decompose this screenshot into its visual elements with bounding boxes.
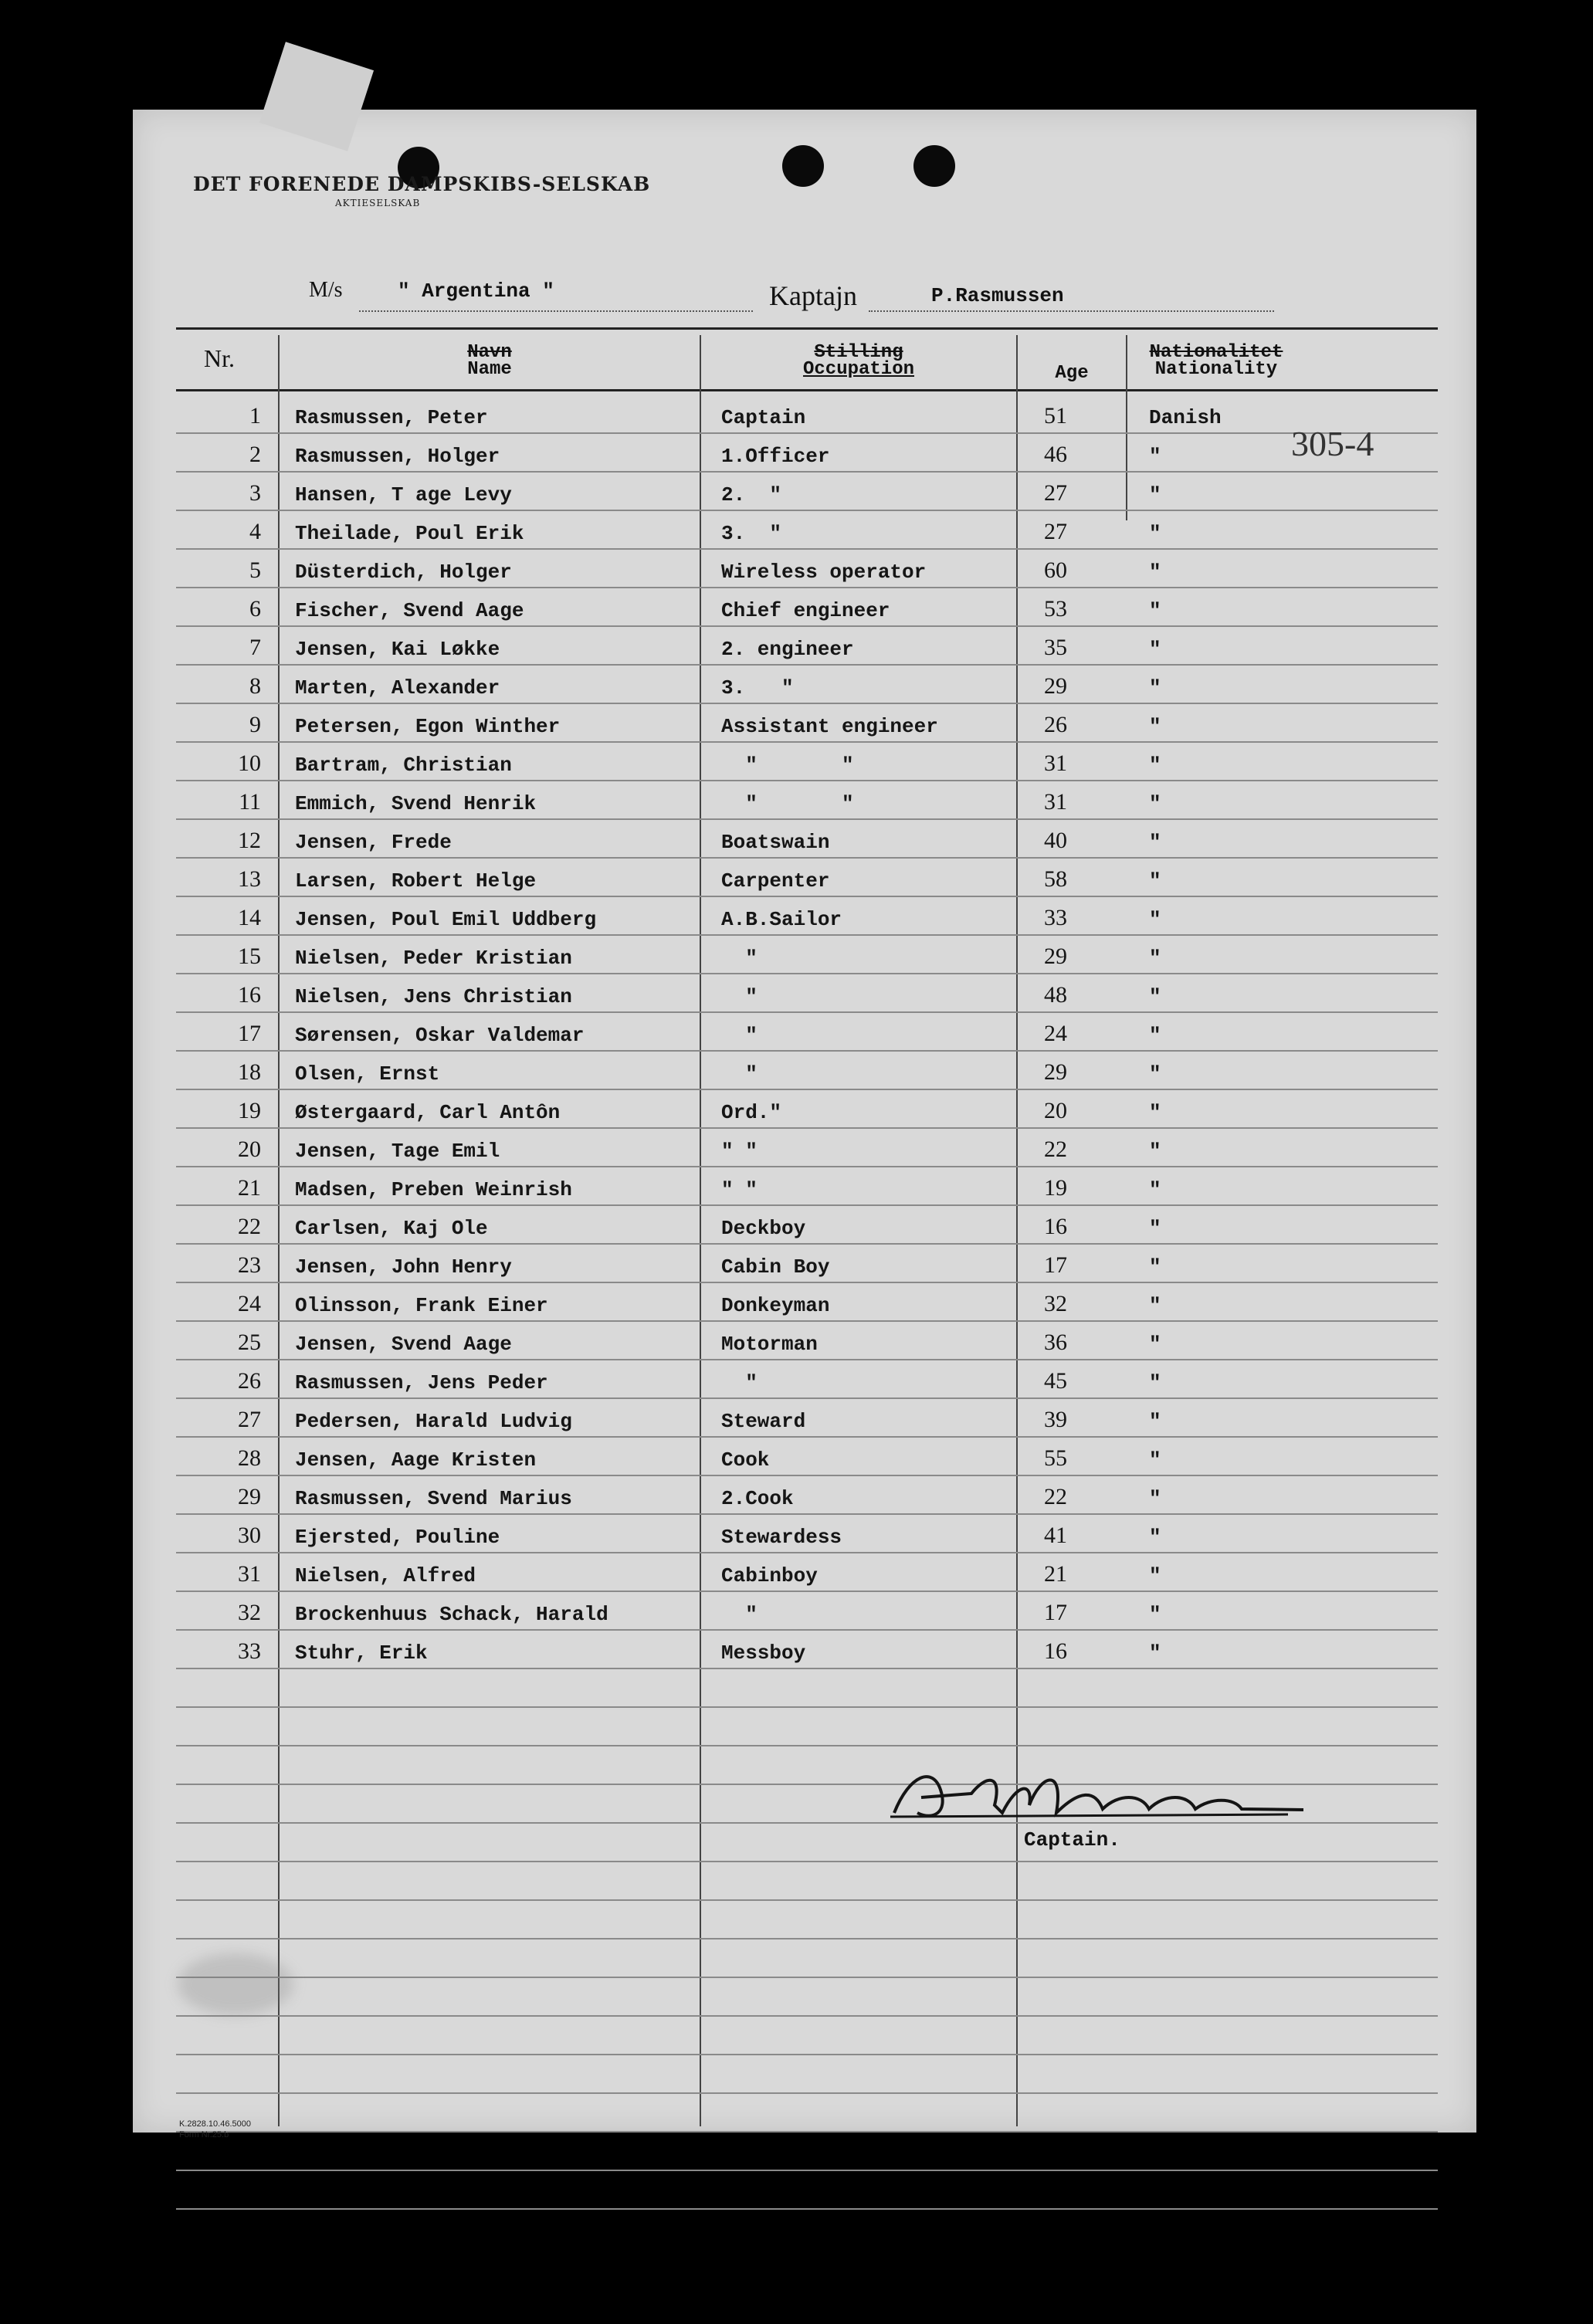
crew-name: Bartram, Christian	[295, 754, 512, 777]
crew-name: Rasmussen, Jens Peder	[295, 1371, 548, 1394]
table-row	[176, 1282, 1438, 1322]
crew-name: Olsen, Ernst	[295, 1062, 440, 1086]
ship-prefix: M/s	[309, 278, 343, 302]
punch-hole	[782, 145, 824, 187]
crew-occupation: "	[721, 1603, 758, 1626]
header-occupation-block	[701, 344, 1016, 378]
signature-label: Captain.	[1024, 1828, 1120, 1851]
crew-nationality: "	[1149, 1448, 1161, 1472]
crew-name: Rasmussen, Svend Marius	[295, 1487, 572, 1510]
row-number: 9	[249, 712, 261, 737]
crew-name: Brockenhuus Schack, Harald	[295, 1603, 608, 1626]
crew-occupation: Cook	[721, 1448, 770, 1472]
crew-age: 17	[1044, 1600, 1067, 1625]
crew-name: Emmich, Svend Henrik	[295, 792, 537, 815]
empty-row	[176, 2054, 1438, 2094]
crew-occupation: 3. "	[721, 676, 794, 700]
table-row	[176, 1475, 1438, 1515]
row-number: 21	[238, 1175, 261, 1201]
crew-nationality: "	[1149, 1062, 1161, 1086]
header-nationality-crossed: Nationalitet	[1149, 342, 1283, 363]
crew-occupation: "	[721, 947, 758, 970]
row-number: 32	[238, 1600, 261, 1625]
crew-age: 29	[1044, 1059, 1067, 1085]
crew-occupation: Messboy	[721, 1641, 806, 1665]
ship-name: " Argentina "	[398, 279, 554, 303]
crew-name: Madsen, Preben Weinrish	[295, 1178, 572, 1201]
table-row	[176, 1127, 1438, 1167]
row-number: 24	[238, 1291, 261, 1316]
crew-age: 41	[1044, 1523, 1067, 1548]
crew-name: Nielsen, Alfred	[295, 1564, 476, 1587]
crew-name: Nielsen, Jens Christian	[295, 985, 572, 1008]
crew-occupation: 1.Officer	[721, 445, 830, 468]
crew-name: Ejersted, Pouline	[295, 1526, 500, 1549]
crew-name: Rasmussen, Holger	[295, 445, 500, 468]
table-row	[176, 1397, 1438, 1438]
crew-name: Theilade, Poul Erik	[295, 522, 524, 545]
crew-occupation: Stewardess	[721, 1526, 842, 1549]
crew-nationality: "	[1149, 754, 1161, 777]
crew-nationality: "	[1149, 1217, 1161, 1240]
crew-name: Østergaard, Carl Antôn	[295, 1101, 561, 1124]
crew-nationality: "	[1149, 1526, 1161, 1549]
crew-nationality: "	[1149, 676, 1161, 700]
header-name-old	[280, 344, 700, 378]
table-row	[176, 432, 1438, 473]
row-number: 12	[238, 828, 261, 853]
crew-occupation: 2.Cook	[721, 1487, 794, 1510]
crew-name: Jensen, Kai Løkke	[295, 638, 500, 661]
crew-age: 45	[1044, 1368, 1067, 1394]
crew-occupation: Cabinboy	[721, 1564, 818, 1587]
empty-row	[176, 1706, 1438, 1746]
table-row	[176, 1011, 1438, 1052]
row-number: 14	[238, 905, 261, 930]
table-row	[176, 587, 1438, 627]
captain-label: Kaptajn	[769, 280, 857, 311]
row-number: 28	[238, 1445, 261, 1471]
row-number: 11	[239, 789, 261, 815]
crew-age: 22	[1044, 1484, 1067, 1509]
table-header-rule	[176, 389, 1438, 391]
crew-nationality: "	[1149, 522, 1161, 545]
crew-occupation: Chief engineer	[721, 599, 890, 622]
crew-occupation: Donkeyman	[721, 1294, 830, 1317]
crew-age: 35	[1044, 635, 1067, 660]
captain-name: P.Rasmussen	[931, 284, 1064, 307]
crew-occupation: Steward	[721, 1410, 806, 1433]
crew-age: 48	[1044, 982, 1067, 1008]
crew-nationality: "	[1149, 1178, 1161, 1201]
empty-row	[176, 2131, 1438, 2171]
crew-occupation: 3. "	[721, 522, 782, 545]
row-number: 17	[238, 1021, 261, 1046]
crew-occupation: Wireless operator	[721, 561, 927, 584]
crew-age: 51	[1044, 403, 1067, 429]
crew-name: Hansen, T age Levy	[295, 483, 512, 506]
crew-nationality: "	[1149, 1140, 1161, 1163]
crew-occupation: Carpenter	[721, 869, 830, 893]
crew-occupation: Cabin Boy	[721, 1255, 830, 1279]
row-number: 3	[249, 480, 261, 506]
crew-age: 31	[1044, 750, 1067, 776]
crew-age: 19	[1044, 1175, 1067, 1201]
crew-nationality: "	[1149, 869, 1161, 893]
row-number: 27	[238, 1407, 261, 1432]
table-row	[176, 1436, 1438, 1476]
form-code	[179, 2119, 251, 2140]
table-row	[176, 1050, 1438, 1090]
table-row	[176, 548, 1438, 588]
crew-nationality: "	[1149, 792, 1161, 815]
crew-age: 31	[1044, 789, 1067, 815]
crew-occupation: Captain	[721, 406, 806, 429]
row-number: 25	[238, 1330, 261, 1355]
empty-row	[176, 2092, 1438, 2133]
crew-nationality: "	[1149, 1564, 1161, 1587]
crew-nationality: "	[1149, 985, 1161, 1008]
crew-age: 20	[1044, 1098, 1067, 1123]
row-number: 13	[238, 866, 261, 892]
row-number: 22	[238, 1214, 261, 1239]
row-number: 7	[249, 635, 261, 660]
crew-name: Fischer, Svend Aage	[295, 599, 524, 622]
table-row	[176, 1166, 1438, 1206]
table-row	[176, 1591, 1438, 1631]
company-subtitle: AKTIESELSKAB	[335, 198, 421, 208]
empty-row	[176, 1899, 1438, 1939]
crew-occupation: "	[721, 1024, 758, 1047]
empty-row	[176, 1861, 1438, 1901]
crew-occupation: Deckboy	[721, 1217, 806, 1240]
crew-age: 32	[1044, 1291, 1067, 1316]
crew-age: 24	[1044, 1021, 1067, 1046]
row-number: 26	[238, 1368, 261, 1394]
row-number: 30	[238, 1523, 261, 1548]
empty-row	[176, 1938, 1438, 1978]
crew-occupation: "	[721, 1371, 758, 1394]
crew-occupation: Ord."	[721, 1101, 782, 1124]
crew-name: Jensen, Svend Aage	[295, 1333, 512, 1356]
row-number: 5	[249, 557, 261, 583]
table-row	[176, 1552, 1438, 1592]
crew-age: 27	[1044, 480, 1067, 506]
crew-nationality: "	[1149, 1641, 1161, 1665]
form-code-line: K.2828.10.46.5000	[179, 2119, 251, 2129]
header-occupation: Occupation	[802, 359, 915, 380]
crew-occupation: 2. "	[721, 483, 782, 506]
crew-name: Nielsen, Peder Kristian	[295, 947, 572, 970]
punch-hole	[913, 145, 955, 187]
crew-name: Carlsen, Kaj Ole	[295, 1217, 488, 1240]
reference-number: 305-4	[1291, 424, 1374, 463]
crew-age: 29	[1044, 943, 1067, 969]
crew-age: 16	[1044, 1638, 1067, 1664]
crew-nationality: "	[1149, 1333, 1161, 1356]
empty-row	[176, 2015, 1438, 2055]
crew-occupation: Assistant engineer	[721, 715, 938, 738]
header-name-crossed: Navn	[467, 342, 512, 363]
crew-age: 16	[1044, 1214, 1067, 1239]
table-row	[176, 973, 1438, 1013]
crew-nationality: "	[1149, 1487, 1161, 1510]
table-row	[176, 625, 1438, 666]
crew-nationality: "	[1149, 831, 1161, 854]
crew-name: Stuhr, Erik	[295, 1641, 428, 1665]
crew-age: 26	[1044, 712, 1067, 737]
crew-name: Pedersen, Harald Ludvig	[295, 1410, 572, 1433]
row-number: 29	[238, 1484, 261, 1509]
crew-age: 21	[1044, 1561, 1067, 1587]
crew-nationality: "	[1149, 561, 1161, 584]
crew-occupation: 2. engineer	[721, 638, 854, 661]
crew-age: 29	[1044, 673, 1067, 699]
crew-nationality: "	[1149, 445, 1161, 468]
crew-occupation: Motorman	[721, 1333, 818, 1356]
row-number: 15	[238, 943, 261, 969]
table-row	[176, 1089, 1438, 1129]
crew-name: Jensen, Aage Kristen	[295, 1448, 537, 1472]
crew-nationality: "	[1149, 1255, 1161, 1279]
row-number: 2	[249, 442, 261, 467]
empty-row	[176, 2170, 1438, 2210]
crew-age: 33	[1044, 905, 1067, 930]
crew-nationality: "	[1149, 1371, 1161, 1394]
crew-age: 39	[1044, 1407, 1067, 1432]
table-row	[176, 510, 1438, 550]
row-number: 20	[238, 1137, 261, 1162]
crew-occupation: Boatswain	[721, 831, 830, 854]
crew-age: 27	[1044, 519, 1067, 544]
crew-nationality: Danish	[1149, 406, 1222, 429]
crew-name: Olinsson, Frank Einer	[295, 1294, 548, 1317]
table-row	[176, 394, 1438, 434]
empty-row	[176, 1977, 1438, 2017]
crew-age: 40	[1044, 828, 1067, 853]
empty-row	[176, 1668, 1438, 1708]
form-code-line: Form Nr.25.b	[179, 2130, 229, 2139]
crew-name: Petersen, Egon Winther	[295, 715, 561, 738]
row-number: 10	[238, 750, 261, 776]
crew-age: 22	[1044, 1137, 1067, 1162]
row-number: 6	[249, 596, 261, 622]
crew-occupation: "	[721, 1062, 758, 1086]
crew-nationality: "	[1149, 947, 1161, 970]
crew-nationality: "	[1149, 1294, 1161, 1317]
header-name: Name	[467, 359, 512, 380]
row-number: 33	[238, 1638, 261, 1664]
row-number: 1	[249, 403, 261, 429]
table-row	[176, 1320, 1438, 1360]
row-number: 16	[238, 982, 261, 1008]
crew-nationality: "	[1149, 1024, 1161, 1047]
crew-name: Sørensen, Oskar Valdemar	[295, 1024, 585, 1047]
crew-age: 58	[1044, 866, 1067, 892]
table-row	[176, 934, 1438, 974]
row-number: 23	[238, 1252, 261, 1278]
captain-name-line	[869, 310, 1274, 312]
header-nationality-block	[1127, 344, 1305, 378]
table-row	[176, 818, 1438, 859]
crew-age: 55	[1044, 1445, 1067, 1471]
crew-age: 53	[1044, 596, 1067, 622]
crew-nationality: "	[1149, 1603, 1161, 1626]
table-row	[176, 780, 1438, 820]
table-row	[176, 1629, 1438, 1669]
crew-name: Düsterdich, Holger	[295, 561, 512, 584]
table-row	[176, 1359, 1438, 1399]
crew-nationality: "	[1149, 908, 1161, 931]
crew-age: 36	[1044, 1330, 1067, 1355]
row-number: 19	[238, 1098, 261, 1123]
header-age: Age	[1055, 363, 1089, 384]
table-row	[176, 741, 1438, 781]
table-row	[176, 664, 1438, 704]
crew-name: Larsen, Robert Helge	[295, 869, 537, 893]
row-number: 31	[238, 1561, 261, 1587]
crew-nationality: "	[1149, 1101, 1161, 1124]
crew-occupation: "	[721, 985, 758, 1008]
captain-signature	[886, 1759, 1319, 1828]
table-row	[176, 471, 1438, 511]
crew-age: 60	[1044, 557, 1067, 583]
crew-nationality: "	[1149, 483, 1161, 506]
table-top-rule	[176, 327, 1438, 330]
crew-occupation: A.B.Sailor	[721, 908, 842, 931]
crew-name: Jensen, Tage Emil	[295, 1140, 500, 1163]
crew-nationality: "	[1149, 638, 1161, 661]
crew-name: Marten, Alexander	[295, 676, 500, 700]
table-row	[176, 703, 1438, 743]
crew-name: Jensen, Frede	[295, 831, 452, 854]
crew-name: Jensen, John Henry	[295, 1255, 512, 1279]
row-number: 8	[249, 673, 261, 699]
crew-occupation: " "	[721, 1140, 758, 1163]
header-occupation-crossed: Stilling	[814, 342, 903, 363]
crew-occupation: " "	[721, 792, 854, 815]
table-row	[176, 896, 1438, 936]
table-row	[176, 1513, 1438, 1553]
crew-nationality: "	[1149, 599, 1161, 622]
crew-nationality: "	[1149, 715, 1161, 738]
crew-occupation: " "	[721, 1178, 758, 1201]
table-row	[176, 1204, 1438, 1245]
crew-age: 17	[1044, 1252, 1067, 1278]
crew-nationality: "	[1149, 1410, 1161, 1433]
ship-name-line	[359, 310, 753, 312]
table-row	[176, 857, 1438, 897]
header-nationality: Nationality	[1154, 359, 1278, 380]
row-number: 4	[249, 519, 261, 544]
crew-occupation: " "	[721, 754, 854, 777]
company-name: DET FORENEDE DAMPSKIBS-SELSKAB	[193, 173, 651, 195]
table-row	[176, 1243, 1438, 1283]
crew-name: Rasmussen, Peter	[295, 406, 488, 429]
crew-name: Jensen, Poul Emil Uddberg	[295, 908, 597, 931]
crew-age: 46	[1044, 442, 1067, 467]
row-number: 18	[238, 1059, 261, 1085]
smudge	[178, 1953, 293, 2015]
header-nr: Nr.	[204, 344, 235, 372]
